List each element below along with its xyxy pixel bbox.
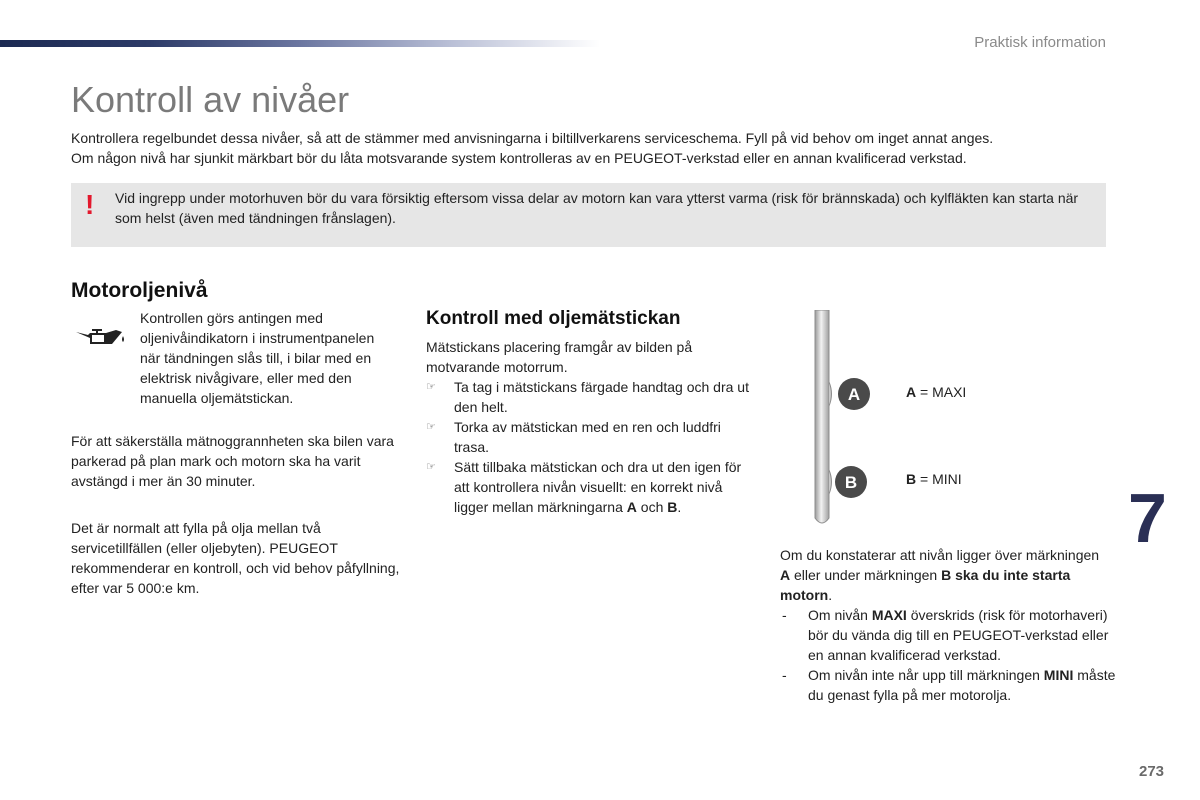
step-text-and: och: [640, 499, 664, 515]
oil-indicator-text: Kontrollen görs antingen med oljenivåindikatorn i instrumentpanelen när tändningen slås till, i bilar med en elektrisk nivågivare, eller med den manuella oljemätstickan.: [140, 310, 375, 406]
motor-oil-title: Motoroljenivå: [71, 279, 208, 302]
marker-a-icon: [838, 378, 870, 410]
section-label: Praktisk information: [974, 34, 1106, 51]
label-mini-letter: B: [906, 471, 917, 487]
level-action-text: måste du genast fylla på mer motorolja.: [808, 667, 1116, 703]
marker-b-letter: B: [844, 473, 858, 492]
mark-a: A: [626, 499, 637, 515]
step-text: Ta tag i mätstickans färgade handtag och dra ut den helt.: [454, 379, 749, 415]
level-info-text: eller under märkningen: [794, 567, 938, 583]
marker-b-icon: [835, 466, 867, 498]
level-info-text: Om du konstaterar att nivån ligger över märkningen: [780, 547, 1100, 563]
level-info-period: .: [828, 587, 833, 603]
level-mark-a: A: [780, 567, 791, 583]
level-action-bold: MINI: [1043, 667, 1074, 683]
label-mini-value: = MINI: [916, 471, 962, 487]
level-actions: [780, 605, 1120, 705]
warning-icon: !: [85, 189, 95, 220]
mark-b: B: [667, 499, 678, 515]
step-item: [426, 377, 756, 417]
level-action-item: [780, 665, 1120, 705]
step-item: [426, 457, 756, 517]
step-text-end: .: [677, 499, 682, 515]
level-action-bold: MAXI: [871, 607, 907, 623]
level-warning-bold: B ska du inte starta motorn: [780, 567, 1071, 603]
marker-a-letter: A: [847, 385, 861, 404]
page-title: Kontroll av nivåer: [71, 79, 350, 120]
step-text: Torka av mätstickan med en ren och luddfri trasa.: [454, 419, 721, 455]
level-action-text: Om nivån inte når upp till märkningen: [808, 667, 1040, 683]
dipstick-illustration: [808, 310, 878, 530]
step-text: Sätt tillbaka mätstickan och dra ut den igen för att kontrollera nivån visuellt: en korrekt nivå ligger mellan märkningarna: [454, 459, 742, 515]
intro-text: [71, 128, 1111, 168]
dipstick-intro: Mätstickans placering framgår av bilden på motvarande motorrum.: [426, 339, 693, 375]
level-action-text: Om nivån: [808, 607, 868, 623]
label-mini: [906, 471, 962, 487]
measurement-note: För att säkerställa mätnoggrannheten ska bilen vara parkerad på plan mark och motorn ska ha varit avstängd i mer än 30 minuter.: [71, 433, 394, 489]
chapter-number: 7: [1128, 479, 1167, 557]
dash-bullet: -: [782, 607, 787, 623]
level-info: [780, 545, 1110, 605]
label-maxi-value: = MAXI: [916, 384, 967, 400]
refill-note: Det är normalt att fylla på olja mellan två servicetillfällen (eller oljebyten). PEUGEOT rekommenderar en kontroll, och vid behov påfyllning, efter var 5 000:e km.: [71, 520, 400, 596]
intro-paragraph: Om någon nivå har sjunkit märkbart bör du låta motsvarande system kontrolleras av en PEUGEOT-verkstad eller en annan kvalificerad verkstad.: [71, 150, 967, 166]
intro-paragraph: Kontrollera regelbundet dessa nivåer, så att de stämmer med anvisningarna i biltillverkarens serviceschema. Fyll på vid behov om inget annat anges.: [71, 130, 994, 146]
page-number: 273: [1139, 763, 1165, 780]
hand-pointer-icon: ☞: [426, 381, 436, 393]
level-action-item: [780, 605, 1120, 665]
dash-bullet: -: [782, 667, 787, 683]
label-maxi-letter: A: [906, 384, 917, 400]
oil-can-icon: [74, 326, 128, 352]
warning-text: Vid ingrepp under motorhuven bör du vara försiktig eftersom vissa delar av motorn kan vara ytterst varma (risk för brännskada) och kylfläkten kan starta när som helst (även med tändningen frånslagen).: [115, 190, 1079, 226]
header-accent-bar: [0, 40, 600, 47]
hand-pointer-icon: ☞: [426, 421, 436, 433]
warning-box: [71, 183, 1106, 247]
level-action-text: överskrids (risk för motorhaveri) bör du vända dig till en PEUGEOT-verkstad eller en annan kvalificerad verkstad.: [808, 607, 1109, 663]
step-item: [426, 417, 756, 457]
label-maxi: [906, 384, 966, 400]
hand-pointer-icon: ☞: [426, 461, 436, 473]
dipstick-check-title: Kontroll med oljemätstickan: [426, 308, 681, 329]
dipstick-steps: [426, 377, 756, 517]
